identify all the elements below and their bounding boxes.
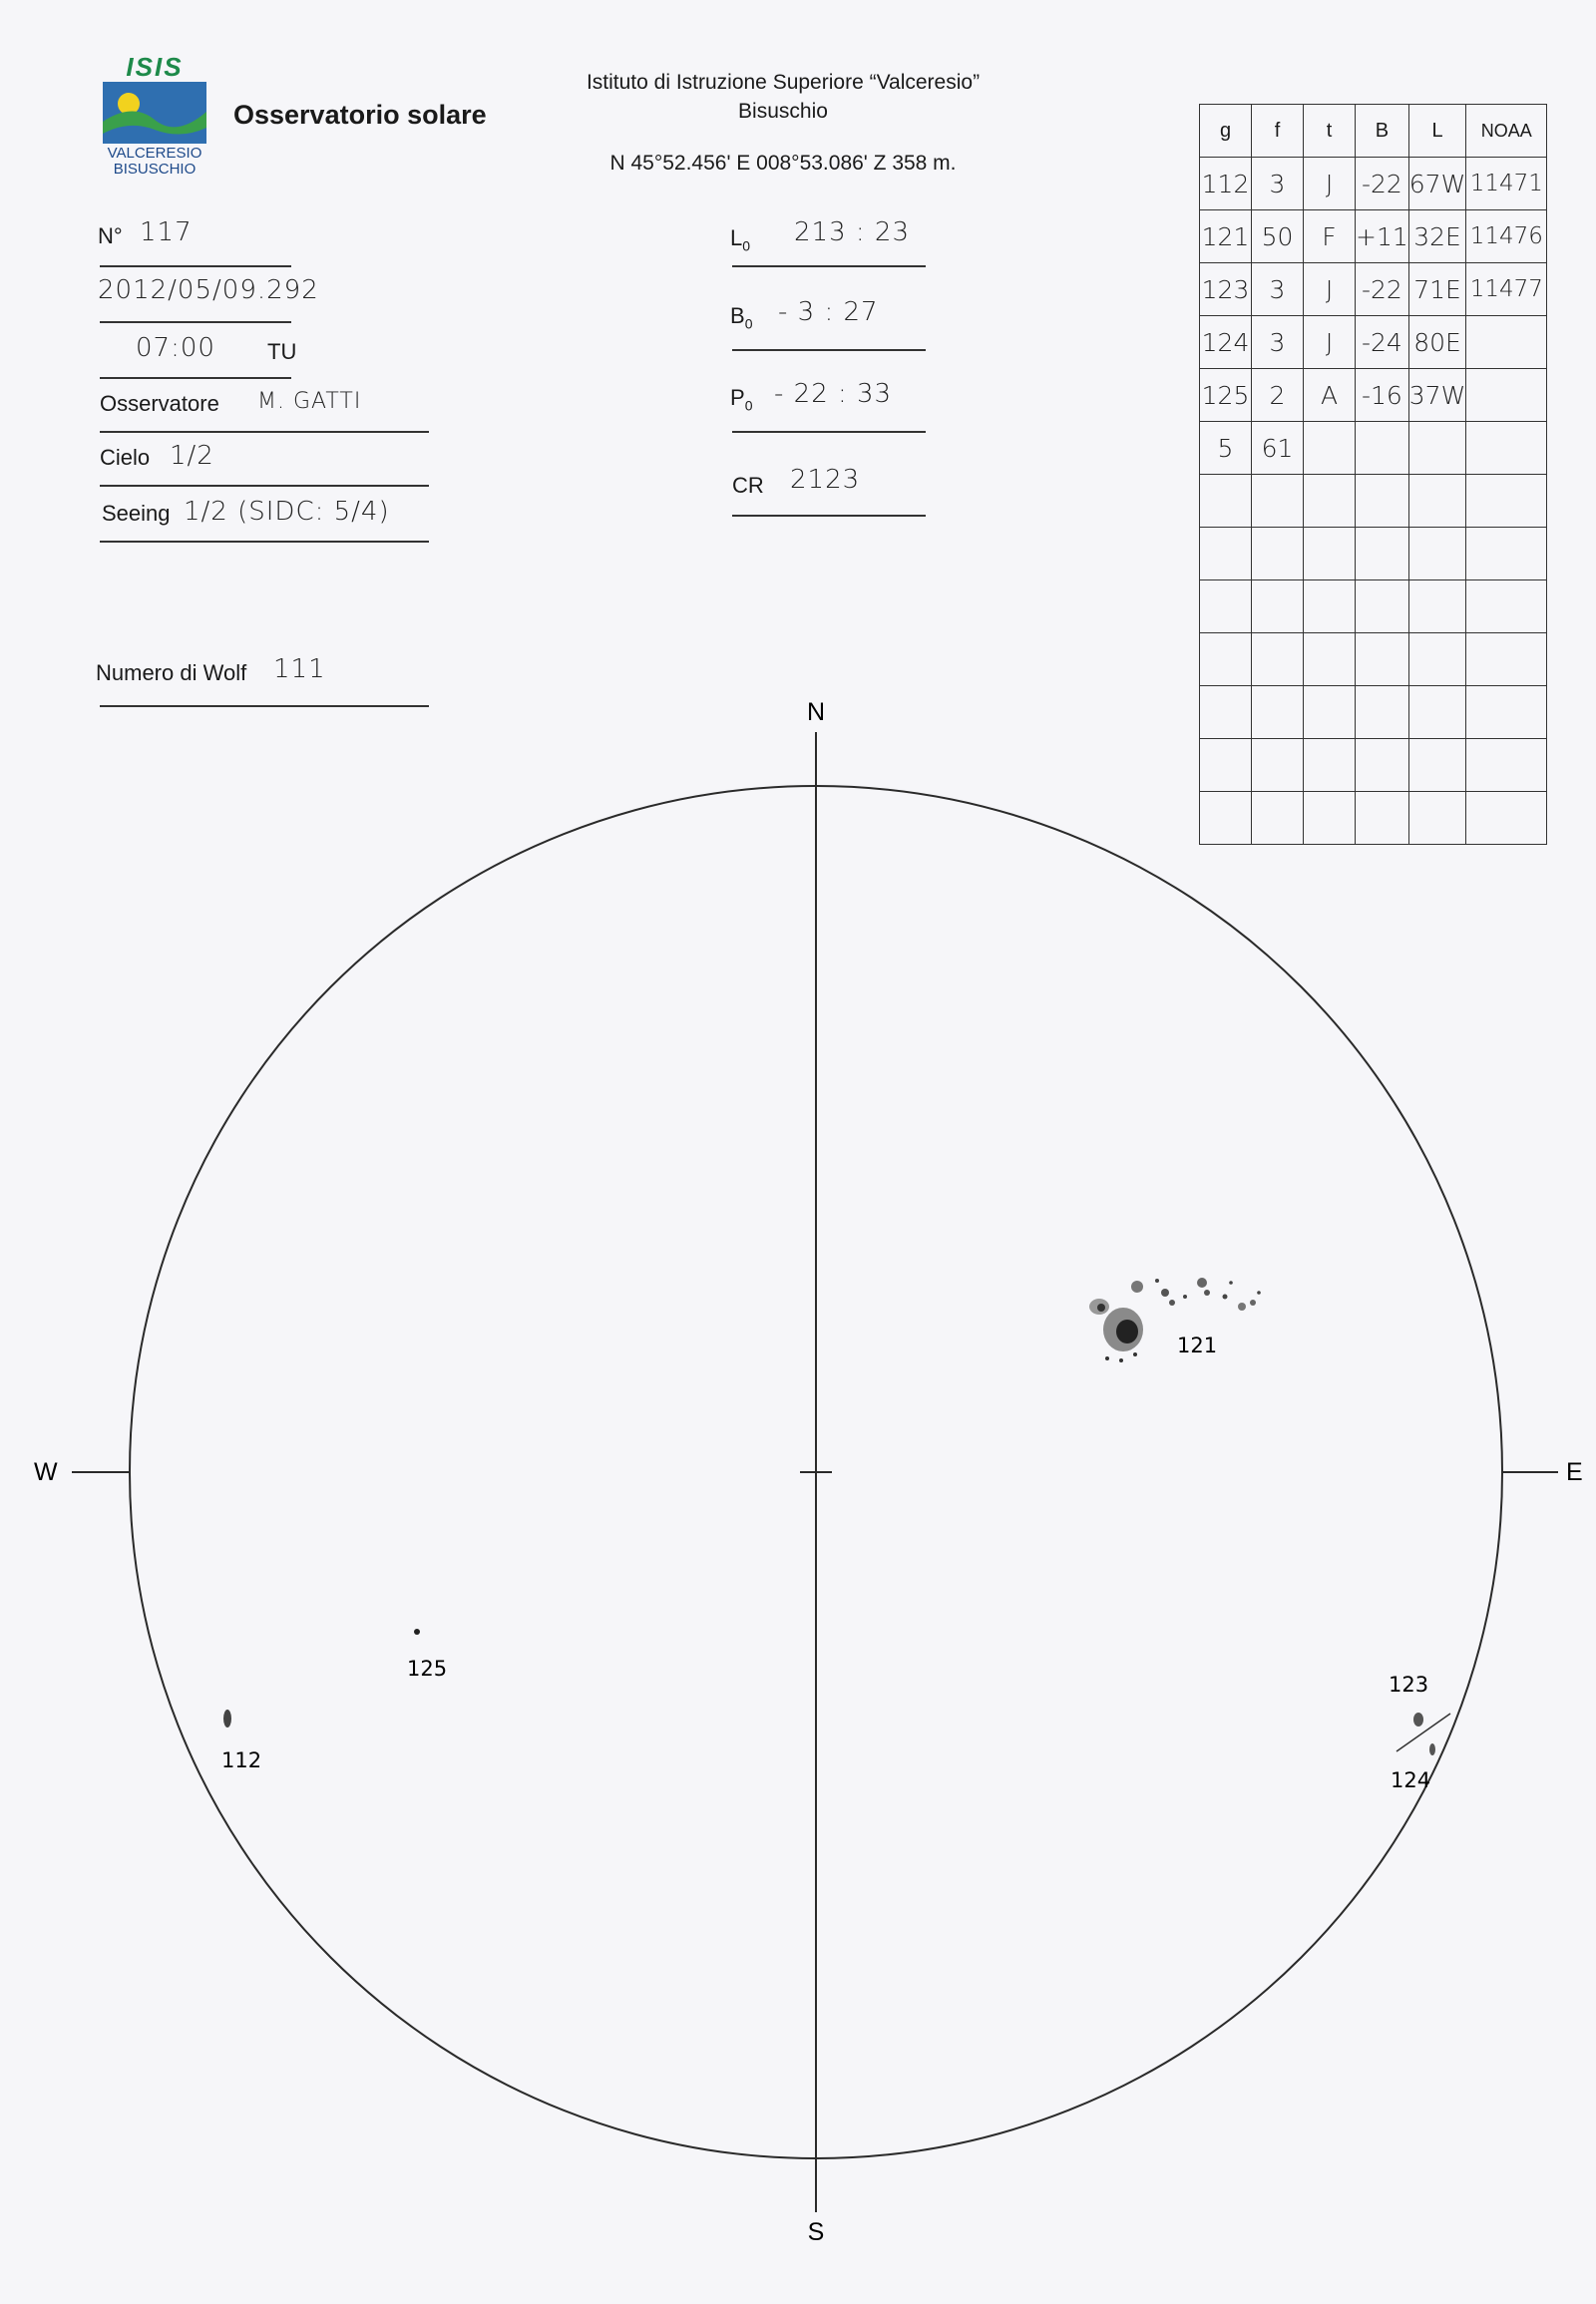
- group-label-112: 112: [221, 1748, 262, 1772]
- table-cell-t: J: [1304, 158, 1356, 210]
- seeing-value: 1/2 (SIDC: 5/4): [184, 497, 390, 527]
- group-separator-line: [1396, 1714, 1450, 1751]
- west-label: W: [34, 1458, 58, 1486]
- table-cell-g: 125: [1200, 369, 1252, 422]
- institute-line1: Istituto di Istruzione Superiore “Valceresio”: [586, 71, 981, 94]
- north-label: N: [806, 698, 826, 726]
- cr-value: 2123: [790, 465, 861, 495]
- table-cell-l: 67W: [1408, 158, 1466, 210]
- wolf-number-value: 111: [273, 654, 326, 684]
- observatory-coordinates: N 45°52.456' E 008°53.086' Z 358 m.: [609, 152, 957, 175]
- sunspot-group-121: [1089, 1278, 1261, 1362]
- l0-letter: L: [730, 225, 743, 250]
- b0-subscript: 0: [744, 315, 753, 332]
- sky-value: 1/2: [170, 441, 214, 471]
- table-cell-l: 80E: [1408, 316, 1466, 369]
- cr-label: CR: [732, 473, 764, 498]
- east-label: E: [1566, 1458, 1583, 1486]
- p0-letter: P: [730, 385, 745, 410]
- wolf-number-label: Numero di Wolf: [96, 660, 247, 685]
- group-label-121: 121: [1177, 1334, 1218, 1357]
- l0-value: 213 : 23: [794, 217, 910, 247]
- p0-value: - 22 : 33: [774, 379, 893, 409]
- table-cell-t: J: [1304, 316, 1356, 369]
- time-unit: TU: [267, 339, 297, 364]
- logo-name-line1: VALCERESIO: [107, 145, 202, 162]
- sky-label: Cielo: [100, 445, 151, 470]
- seeing-label: Seeing: [102, 501, 171, 526]
- col-header-b: B: [1356, 105, 1409, 158]
- table-cell-f: 61: [1252, 422, 1304, 475]
- col-header-noaa: NOAA: [1466, 105, 1547, 158]
- observatory-title: Osservatorio solare: [233, 100, 487, 130]
- number-label: N°: [98, 223, 123, 248]
- group-label-124: 124: [1391, 1768, 1431, 1792]
- sunspot-group-124: [1429, 1743, 1435, 1755]
- table-cell-f: 3: [1252, 316, 1304, 369]
- table-cell-g: 124: [1200, 316, 1252, 369]
- table-cell-b: -16: [1356, 369, 1409, 422]
- l0-subscript: 0: [742, 237, 751, 254]
- col-header-t: t: [1304, 105, 1356, 158]
- observer-label: Osservatore: [100, 391, 219, 416]
- col-header-f: f: [1252, 105, 1304, 158]
- table-cell-t: F: [1304, 210, 1356, 263]
- number-value: 117: [140, 217, 193, 247]
- table-cell-l: 71E: [1408, 263, 1466, 316]
- b0-letter: B: [730, 303, 745, 328]
- sunspot-group-123: [1413, 1713, 1423, 1727]
- col-header-l: L: [1408, 105, 1466, 158]
- table-cell-t: A: [1304, 369, 1356, 422]
- table-cell-g: 123: [1200, 263, 1252, 316]
- logo-wordmark: ISIS: [126, 52, 184, 82]
- table-cell-f: 2: [1252, 369, 1304, 422]
- table-cell-noaa: 11477: [1466, 263, 1547, 316]
- table-cell-l: 32E: [1408, 210, 1466, 263]
- logo-name-line2: BISUSCHIO: [113, 161, 197, 178]
- table-cell-b: -22: [1356, 263, 1409, 316]
- table-cell-l: 37W: [1408, 369, 1466, 422]
- table-cell-noaa: 11471: [1466, 158, 1547, 210]
- table-cell-g: 121: [1200, 210, 1252, 263]
- table-cell-b: +11: [1356, 210, 1409, 263]
- table-cell-f: 3: [1252, 158, 1304, 210]
- p0-subscript: 0: [744, 397, 753, 414]
- table-cell-noaa: 11476: [1466, 210, 1547, 263]
- group-label-125: 125: [407, 1657, 448, 1681]
- b0-value: - 3 : 27: [778, 297, 879, 327]
- table-cell-b: -22: [1356, 158, 1409, 210]
- date-value: 2012/05/09.292: [98, 275, 319, 305]
- table-cell-f: 3: [1252, 263, 1304, 316]
- sunspot-group-112: [223, 1710, 231, 1728]
- table-cell-f: 50: [1252, 210, 1304, 263]
- institute-line2: Bisuschio: [738, 100, 828, 123]
- table-cell-g: 112: [1200, 158, 1252, 210]
- sunspot-group-125: [414, 1629, 420, 1635]
- col-header-g: g: [1200, 105, 1252, 158]
- south-label: S: [807, 2218, 825, 2246]
- table-cell-t: J: [1304, 263, 1356, 316]
- group-label-123: 123: [1389, 1673, 1429, 1697]
- table-cell-b: -24: [1356, 316, 1409, 369]
- table-cell-g: 5: [1200, 422, 1252, 475]
- observer-value: M. GATTI: [257, 389, 362, 414]
- time-value: 07:00: [136, 333, 215, 363]
